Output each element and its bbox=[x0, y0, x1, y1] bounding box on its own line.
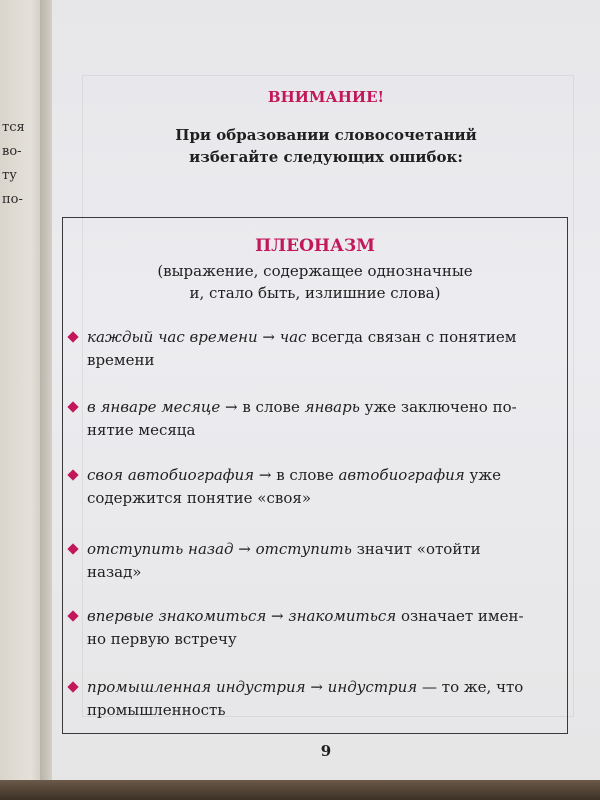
arrow: → bbox=[257, 328, 280, 346]
key-word: знакомиться bbox=[288, 607, 397, 625]
diamond-bullet-icon bbox=[67, 401, 78, 412]
arrow: → bbox=[254, 466, 277, 484]
list-item bbox=[69, 605, 559, 651]
phrase: отступить назад bbox=[87, 540, 234, 558]
left-page bbox=[0, 0, 44, 800]
explanation-line2: промышленность bbox=[87, 701, 226, 719]
fragment-line: тся bbox=[2, 120, 25, 135]
phrase: впервые знакомиться bbox=[87, 607, 267, 625]
explanation-line2: назад» bbox=[87, 563, 142, 581]
explanation: всегда связан с понятием bbox=[306, 328, 517, 346]
arrow: → bbox=[233, 540, 256, 558]
list-item bbox=[69, 326, 559, 372]
note-line: и, стало быть, излишние слова) bbox=[189, 284, 441, 302]
explanation: значит «отойти bbox=[351, 540, 481, 558]
diamond-bullet-icon bbox=[67, 331, 78, 342]
phrase: каждый час времени bbox=[87, 328, 258, 346]
phrase: промышленная индустрия bbox=[87, 678, 306, 696]
explanation: означает имен- bbox=[396, 607, 524, 625]
intro-line: При образовании словосочетаний bbox=[175, 126, 477, 144]
note-line: (выражение, содержащее однозначные bbox=[157, 262, 473, 280]
intro-text bbox=[52, 124, 600, 168]
list-item bbox=[69, 464, 559, 510]
key-word: индустрия bbox=[327, 678, 418, 696]
page-number: 9 bbox=[320, 742, 332, 760]
key-word: отступить bbox=[255, 540, 352, 558]
prefix: в слове bbox=[242, 398, 305, 416]
prefix: в слове bbox=[276, 466, 339, 484]
list-item bbox=[69, 538, 559, 584]
explanation: уже bbox=[464, 466, 501, 484]
diamond-bullet-icon bbox=[67, 681, 78, 692]
attention-heading: ВНИМАНИЕ! bbox=[267, 88, 385, 106]
key-word: январь bbox=[304, 398, 360, 416]
background-surface bbox=[0, 780, 600, 800]
explanation: — то же, что bbox=[417, 678, 524, 696]
arrow: → bbox=[220, 398, 243, 416]
fragment-line: по- bbox=[2, 192, 23, 207]
explanation-line2: времени bbox=[87, 351, 155, 369]
diamond-bullet-icon bbox=[67, 469, 78, 480]
explanation-line2: нятие месяца bbox=[87, 421, 196, 439]
list-item bbox=[69, 676, 559, 722]
diamond-bullet-icon bbox=[67, 543, 78, 554]
list-item bbox=[69, 396, 559, 442]
key-word: автобиография bbox=[338, 466, 465, 484]
left-page-fragment bbox=[2, 116, 25, 212]
explanation: уже заключено по- bbox=[359, 398, 517, 416]
explanation-line2: но первую встречу bbox=[87, 630, 237, 648]
fragment-line: ту bbox=[2, 168, 17, 183]
arrow: → bbox=[305, 678, 328, 696]
phrase: своя автобиография bbox=[87, 466, 255, 484]
book-page bbox=[52, 0, 600, 800]
box-note bbox=[63, 260, 567, 304]
box-title: ПЛЕОНАЗМ bbox=[255, 236, 375, 256]
fragment-line: во- bbox=[2, 144, 22, 159]
diamond-bullet-icon bbox=[67, 610, 78, 621]
intro-line: избегайте следующих ошибок: bbox=[189, 148, 463, 166]
key-word: час bbox=[279, 328, 307, 346]
explanation-line2: содержится понятие «своя» bbox=[87, 489, 311, 507]
arrow: → bbox=[266, 607, 289, 625]
phrase: в январе месяце bbox=[87, 398, 221, 416]
pleonasm-box bbox=[62, 217, 568, 734]
